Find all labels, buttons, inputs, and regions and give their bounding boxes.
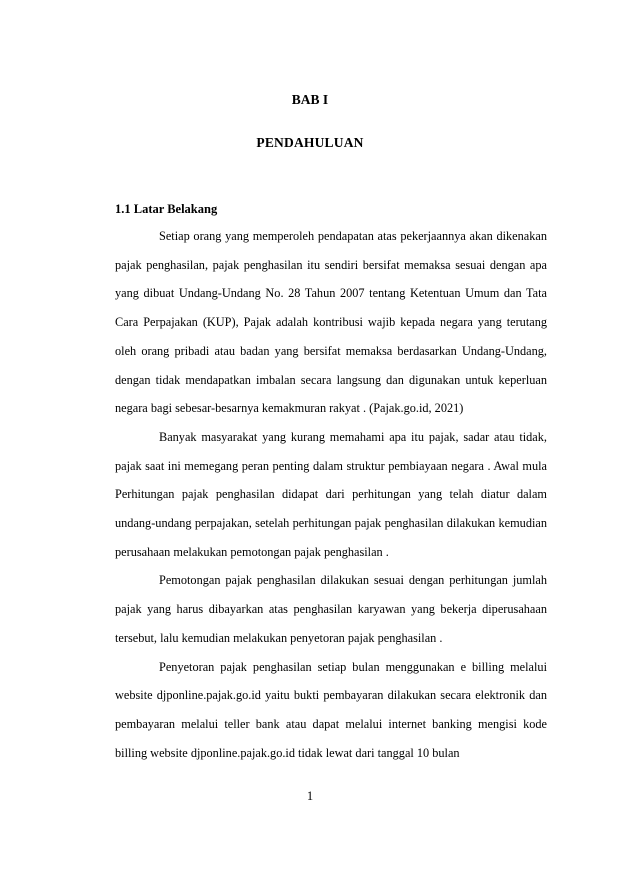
page-number: 1	[306, 789, 314, 803]
paragraph-3: Pemotongan pajak penghasilan dilakukan sesuai dengan perhitungan jumlah pajak yang harus dibayarkan atas penghasilan karyawan yang bekerja diperusahaan tersebut, lalu kemudian melakukan penyetoran pajak penghasilan .	[115, 573, 547, 645]
chapter-title: PENDAHULUAN	[256, 135, 364, 150]
body-text	[115, 222, 547, 767]
section-heading: 1.1 Latar Belakang	[115, 202, 218, 216]
paragraph-2: Banyak masyarakat yang kurang memahami apa itu pajak, sadar atau tidak, pajak saat ini memegang peran penting dalam struktur pembiayaan negara . Awal mula Perhitungan pajak penghasilan didapat dari perhitungan yang telah diatur dalam undang-undang perpajakan, setelah perhitungan pajak penghasilan dilakukan kemudian perusahaan melakukan pemotongan pajak penghasilan .	[115, 429, 547, 559]
paragraph-1: Setiap orang yang memperoleh pendapatan atas pekerjaannya akan dikenakan pajak penghasilan, pajak penghasilan itu sendiri bersifat memaksa sesuai dengan apa yang dibuat Undang-Undang No. 28 Tahun 2007 tentang Ketentuan Umum dan Tata Cara Perpajakan (KUP), Pajak adalah kontribusi wajib kepada negara yang terutang oleh orang pribadi atau badan yang bersifat memaksa berdasarkan Undang-Undang, dengan tidak mendapatkan imbalan secara langsung dan digunakan untuk keperluan negara bagi sebesar-besarnya kemakmuran rakyat . (Pajak.go.id, 2021)	[115, 229, 547, 416]
chapter-label: BAB I	[291, 92, 329, 107]
paragraph-4: Penyetoran pajak penghasilan setiap bulan menggunakan e billing melalui website djponline.pajak.go.id yaitu bukti pembayaran dilakukan secara elektronik dan pembayaran melalui teller bank atau dapat melalui internet banking mengisi kode billing website djponline.pajak.go.id tidak lewat dari tanggal 10 bulan	[115, 659, 547, 760]
